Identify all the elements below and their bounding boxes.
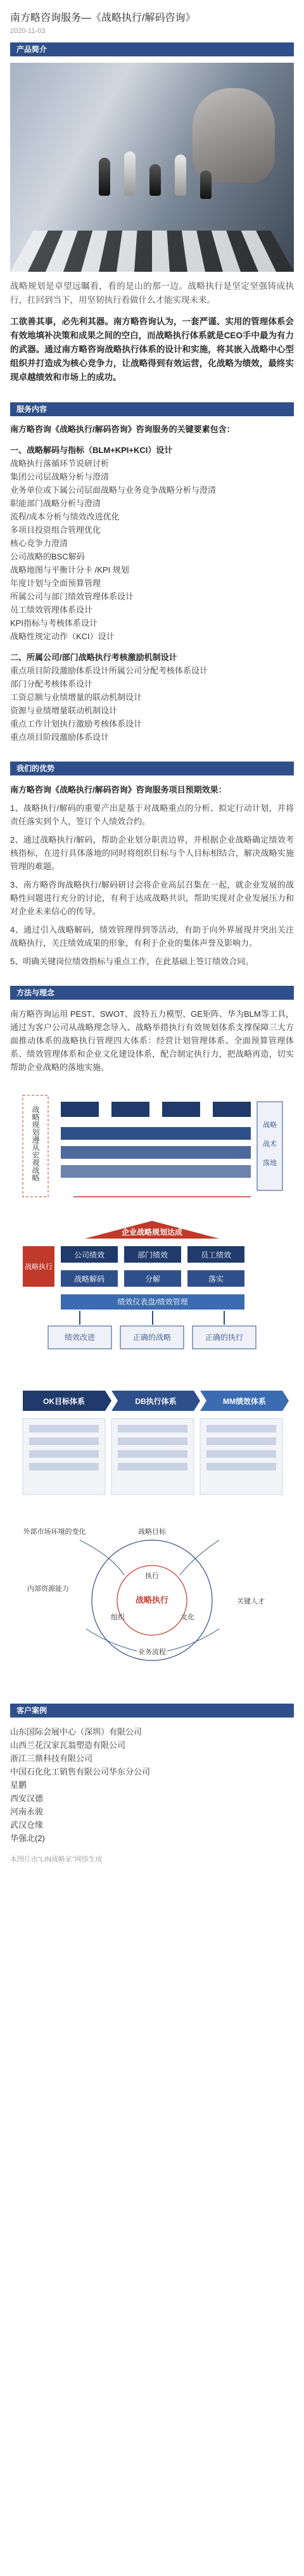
list-item: 所属公司与部门绩效管理体系设计 xyxy=(10,592,134,601)
client-item: 河南永骏 xyxy=(10,1807,44,1816)
content-text xyxy=(10,423,294,744)
client-item: 星鹏 xyxy=(10,1780,27,1790)
diagram2-row2-label: 落实 xyxy=(208,1275,224,1284)
chess-piece-icon xyxy=(124,151,136,196)
diagram2-row2-label: 分解 xyxy=(144,1275,161,1284)
list-item: 工资总额与业绩增量的联动机制设计 xyxy=(10,692,142,702)
client-item: 浙江三鼎科技有限公司 xyxy=(10,1754,93,1763)
client-item: 中国石化化工销售有限公司华东分公司 xyxy=(10,1767,151,1776)
diagram4-node: 关键人才 xyxy=(237,1598,265,1605)
diagram3-head: MM绩效体系 xyxy=(223,1397,266,1406)
advantage-text xyxy=(10,783,294,968)
diagram4-node: 内部资源能力 xyxy=(27,1585,69,1593)
section-banner-content: 服务内容 xyxy=(10,402,294,416)
list-item: 部门分配考核体系设计 xyxy=(10,679,93,689)
advantage-item: 1、战略执行/解码的重要产出是基于对战略重点的分析、拟定行动计划，并将责任落实到个人，签订个人绩效合约。 xyxy=(10,803,294,826)
diagram3-head: DB执行体系 xyxy=(135,1397,177,1406)
diagram4-node: 组织 xyxy=(111,1614,125,1621)
diagram-execution-cycle xyxy=(10,1515,294,1686)
chess-piece-icon xyxy=(200,170,212,199)
advantage-item: 3、南方略咨询战略执行/解码研讨会将企业高层召集在一起，就企业发展的战略性问题进行充分的讨论，有利于达成战略共识，帮助实现对企业发展压力和对企业未来信心的传导。 xyxy=(10,880,294,916)
intro-paragraph-2: 工欲善其事，必先利其器。南方略咨询认为，一套严谨、实用的管理体系会有效地填补决策和成果之间的空白，而战略执行体系就是CEO手中最为有力的武器。通过南方略咨询战略执行体系的设计和实施，将其嵌入战略中心型组织并打造成为核心竞争力，让战略得到有效运营，化战略为绩效，最终实现卓越绩效和市场上的成功。 xyxy=(10,317,294,382)
diagram4-center: 战略执行 xyxy=(135,1595,169,1605)
client-list xyxy=(10,1725,294,1845)
advantage-item: 2、通过战略执行/解码，帮助企业划分职责边界，并根据企业战略确定绩效考核指标，在进行具体落地的同时将组织目标与个人目标相结合，解决战略实施管理的难题。 xyxy=(10,835,294,871)
advantage-lead: 南方略咨询《战略执行/解码咨询》咨询服务项目预期效果： xyxy=(10,785,227,794)
list-item: 战略地图与平衡计分卡 /KPI 规划 xyxy=(10,565,129,575)
section-banner-method: 方法与理念 xyxy=(10,986,294,1000)
method-text: 南方略咨询运用 PEST、SWOT、波特五力模型、GE矩阵、华为BLM等工具，通过为客户公司从战略理念导入、战略举措执行有效规划体系支撑保障三大方面推动体系的战略执行管理四大体系：经营计划管理体系、全面预算管理体系、绩效管理体系和企业文化建设体系，配合制定执行力，把战略再造，切实帮助企业战略的落地实施。 xyxy=(10,1009,294,1072)
client-item: 华强北(2) xyxy=(10,1833,45,1843)
diagram2-top: 企业战略规划达成 xyxy=(121,1228,183,1237)
intro-paragraph-1: 战略规划是卓望远瞩看，看的是山的那一边。战略执行是坚定坚强铸成执行，扛回到当下，用坚韧执行看做什么才能实现未来。 xyxy=(10,281,294,305)
content-part1-list xyxy=(10,457,294,643)
diagram4-node: 战略目标 xyxy=(138,1528,166,1536)
diagram2-foot-label: 绩效改进 xyxy=(64,1333,96,1342)
hero-image xyxy=(10,63,294,272)
diagram-strategy-achievement-svg xyxy=(10,1218,294,1377)
list-item: 战略执行落循环节说研讨析 xyxy=(10,459,110,468)
article-header xyxy=(10,0,294,35)
list-item: 重点工作计划执行激励考核体系设计 xyxy=(10,719,142,729)
article-title: 南方略咨询服务—《战略执行/解码咨询》 xyxy=(10,13,196,23)
diagram4-node: 执行 xyxy=(145,1572,159,1580)
advantage-item: 4、通过引入战略解码，绩效管理得到等活动，有助于向外界展现并突出关注战略执行，关注绩效成果的形象，有利于企业的集体声誉及影响力。 xyxy=(10,925,294,948)
diagram1-col-label: 战略 xyxy=(263,1121,277,1129)
diagram-strategy-flow-svg xyxy=(10,1083,294,1209)
diagram4-node: 业务流程 xyxy=(138,1648,166,1656)
intro-text xyxy=(10,279,294,385)
diagram2-row1-label: 员工绩效 xyxy=(200,1251,232,1259)
hand-graphic xyxy=(193,88,275,183)
diagram4-node: 外部市场环境的变化 xyxy=(23,1528,86,1536)
list-item: 集团公司层战略分析与澄清 xyxy=(10,472,110,481)
chess-piece-icon xyxy=(149,164,161,196)
diagram2-row1-label: 公司绩效 xyxy=(73,1251,105,1259)
list-item: 流程/成本分析与绩效改进优化 xyxy=(10,512,120,521)
list-item: KPI指标与考核体系设计 xyxy=(10,618,98,628)
client-item: 山西兰花汉家瓦翁塑造有限公司 xyxy=(10,1740,126,1750)
diagram1-col-label: 落地 xyxy=(263,1159,277,1167)
client-item: 武汉仓缘 xyxy=(10,1820,44,1830)
chess-piece-icon xyxy=(99,158,110,196)
list-item: 多项目投资组合管理优化 xyxy=(10,525,101,535)
client-item: 山东国际会展中心（深圳）有限公司 xyxy=(10,1727,142,1737)
list-item: 核心竞争力澄清 xyxy=(10,539,68,548)
section-banner-advantage: 我们的优势 xyxy=(10,762,294,775)
diagram4-node: 文化 xyxy=(180,1614,194,1621)
list-item: 重点项目阶段激励体系设计所属公司分配考核体系设计 xyxy=(10,666,208,675)
diagram2-row1-label: 部门绩效 xyxy=(137,1251,168,1259)
content-part2-list xyxy=(10,664,294,744)
advantage-item: 5、明确关键岗位绩效指标与重点工作，在此基础上签订绩效合同。 xyxy=(10,957,254,966)
list-item: 业务单位或下属公司层面战略与业务竞争战略分析与澄清 xyxy=(10,485,217,495)
content-part1-title: 一、战略解码与指标（BLM+KPI+KCI）设计 xyxy=(10,445,173,455)
article-date: 2020-11-03 xyxy=(10,27,46,35)
diagram-systems xyxy=(10,1386,294,1506)
section-banner-intro: 产品简介 xyxy=(10,42,294,56)
client-item: 西安汉德 xyxy=(10,1794,44,1803)
diagram2-foot-label: 正确的执行 xyxy=(205,1333,244,1342)
diagram2-bottom: 绩效仪表盘/绩效管理 xyxy=(117,1298,188,1306)
diagram-strategy-flow xyxy=(10,1083,294,1209)
chess-piece-icon xyxy=(175,155,186,196)
footer-note: 本图片由“LIN战略家”网络生成 xyxy=(10,1856,103,1863)
list-item: 职能部门战略分析与澄清 xyxy=(10,499,101,508)
diagram-execution-cycle-svg xyxy=(10,1515,294,1686)
diagram2-row2-label: 战略解码 xyxy=(73,1275,105,1284)
list-item: 员工绩效管理体系设计 xyxy=(10,605,93,615)
diagram1-left-label-2: 遵从宏观战略 xyxy=(31,1136,40,1182)
diagram2-side: 战略执行 xyxy=(25,1263,53,1271)
section-banner-clients: 客户案例 xyxy=(10,1704,294,1718)
list-item: 年度计划与全面预算管理 xyxy=(10,578,101,588)
diagram1-left-label: 战略规划 xyxy=(31,1106,40,1136)
content-lead: 南方略咨询《战略执行/解码咨询》咨询服务的关键要素包含： xyxy=(10,424,235,434)
chess-board xyxy=(10,231,294,272)
diagram1-col-label: 战术 xyxy=(263,1140,277,1148)
list-item: 重点项目阶段激励体系设计 xyxy=(10,732,110,742)
list-item: 战略性规定动作（KCI）设计 xyxy=(10,632,115,641)
list-item: 资源与业绩增量联动机制设计 xyxy=(10,706,118,715)
list-item: 公司战略的BSC解码 xyxy=(10,552,85,561)
content-part2-title: 二、所属公司/部门战略执行考核激励机制设计 xyxy=(10,653,177,662)
diagram-strategy-achievement xyxy=(10,1218,294,1377)
diagram-systems-svg xyxy=(10,1386,294,1506)
diagram2-foot-label: 正确的战略 xyxy=(132,1333,172,1342)
diagram3-head: OK目标体系 xyxy=(42,1397,86,1406)
